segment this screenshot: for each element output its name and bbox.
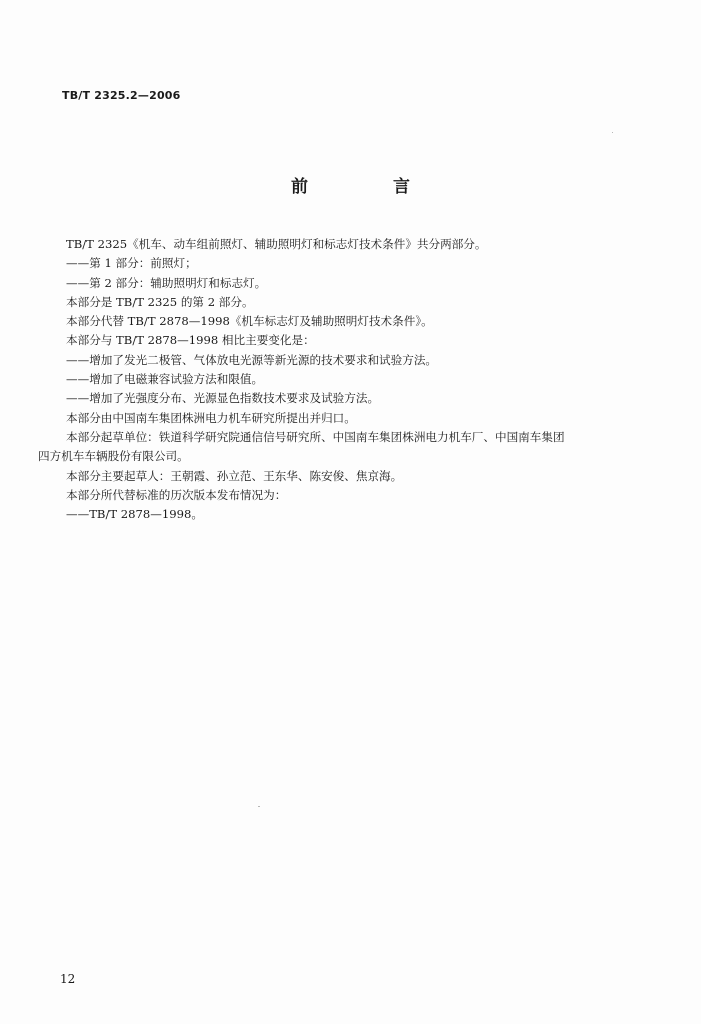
drafting-units-line-2: 四方机车车辆股份有限公司。 xyxy=(38,449,189,464)
paragraph: ——第 1 部分：前照灯； xyxy=(66,256,197,271)
paragraph: 本部分由中国南车集团株洲电力机车研究所提出并归口。 xyxy=(66,410,356,425)
paragraph: 本部分与 TB/T 2878—1998 相比主要变化是： xyxy=(66,333,315,348)
paragraph: ——增加了电磁兼容试验方法和限值。 xyxy=(66,372,264,387)
paragraph: ——增加了发光二极管、气体放电光源等新光源的技术要求和试验方法。 xyxy=(66,352,438,367)
drafting-units-line-1: 本部分起草单位：铁道科学研究院通信信号研究所、中国南车集团株洲电力机车厂、中国南车集团 xyxy=(66,429,565,444)
paragraph: 本部分所代替标准的历次版本发布情况为： xyxy=(66,487,287,502)
paragraph: 本部分是 TB/T 2325 的第 2 部分。 xyxy=(66,294,254,309)
page-number: 12 xyxy=(60,972,76,986)
scan-speck xyxy=(612,132,613,133)
paragraph: ——第 2 部分：辅助照明灯和标志灯。 xyxy=(66,275,267,290)
document-body xyxy=(38,235,662,524)
paragraph: 本部分主要起草人：王朝霞、孙立范、王东华、陈安俊、焦京海。 xyxy=(66,468,403,483)
standard-code-header: TB/T 2325.2—2006 xyxy=(62,89,181,102)
page-title: 前 言 xyxy=(291,177,444,197)
paragraph: ——TB/T 2878—1998。 xyxy=(66,507,203,522)
paragraph: TB/T 2325《机车、动车组前照灯、辅助照明灯和标志灯技术条件》共分两部分。 xyxy=(66,237,487,251)
paragraph: 本部分代替 TB/T 2878—1998《机车标志灯及辅助照明灯技术条件》。 xyxy=(66,314,433,329)
scan-speck xyxy=(258,806,260,807)
paragraph: ——增加了光强度分布、光源显色指数技术要求及试验方法。 xyxy=(66,391,380,406)
